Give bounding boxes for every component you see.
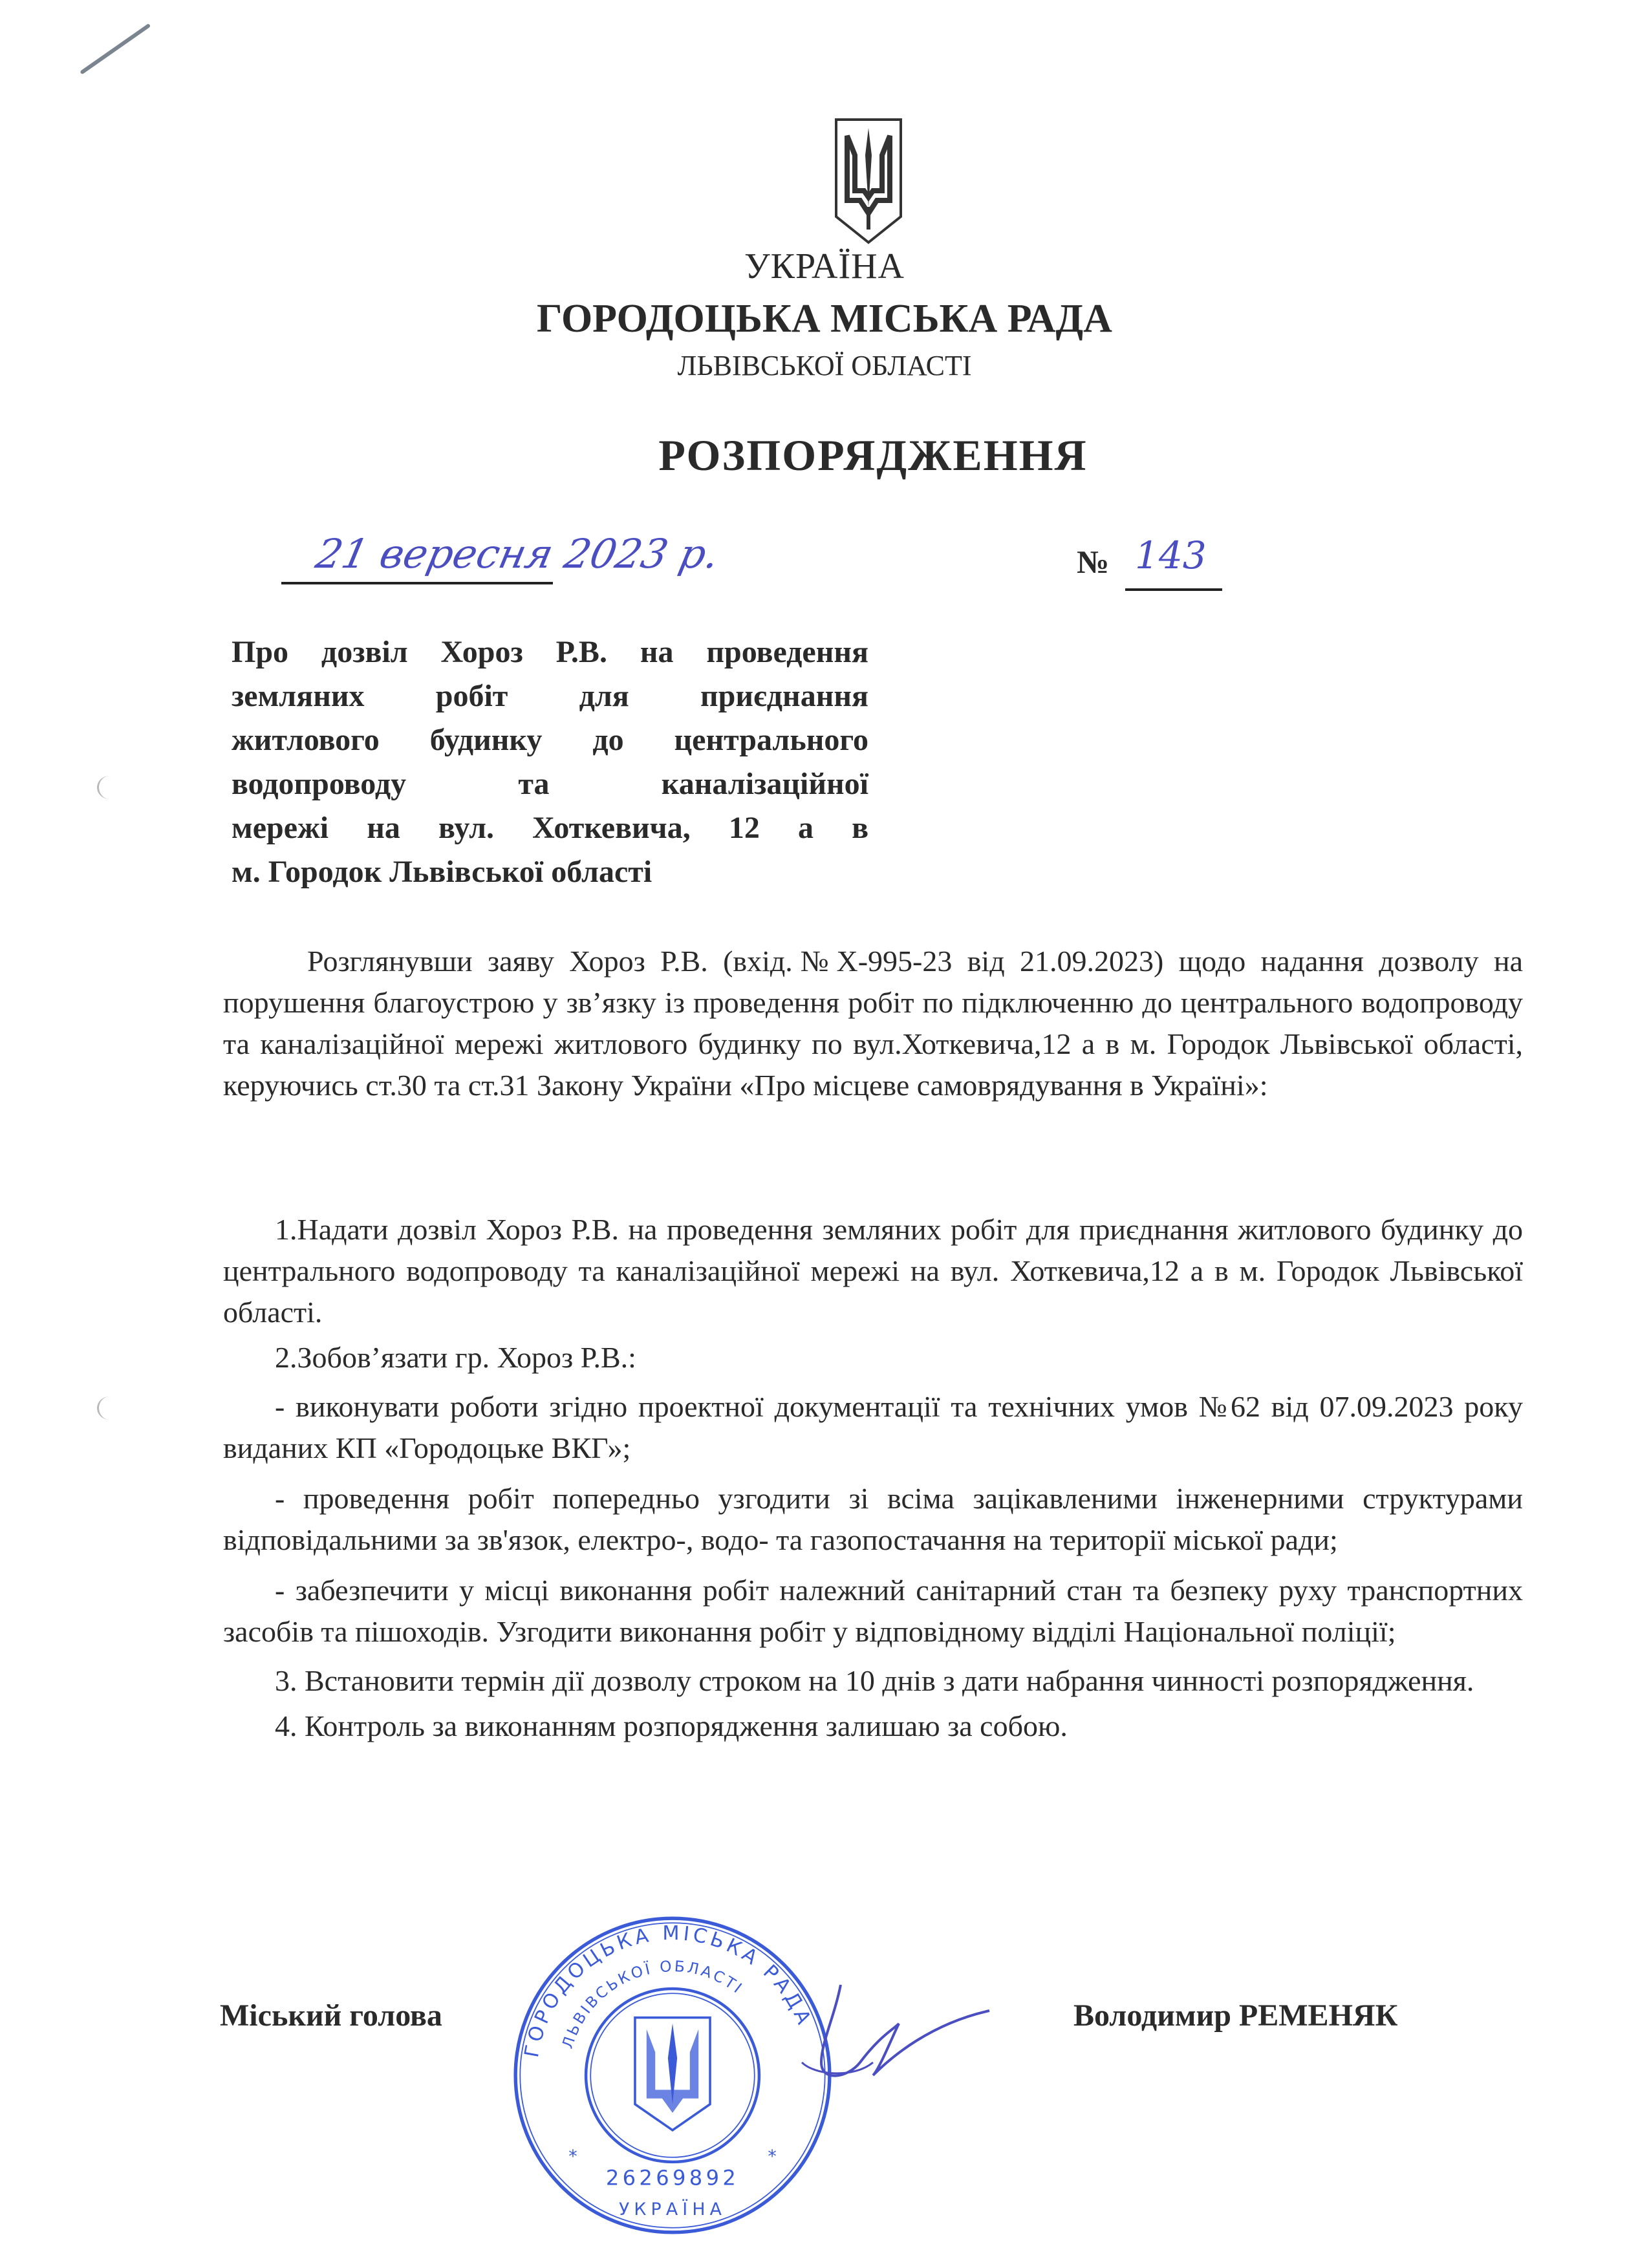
- item-2-bullet: - забезпечити у місці виконання робіт належний санітарний стан та безпеку руху транспортних засобів та пішоходів. Узгодити виконання робіт у відповідному відділі Національної поліції;: [223, 1574, 1523, 1648]
- item-2-bullet: - виконувати роботи згідно проектної документації та технічних умов №62 від 07.09.2023 року виданих КП «Городоцьке ВКГ»;: [223, 1390, 1523, 1464]
- header-council: ГОРОДОЦЬКА МІСЬКА РАДА: [537, 297, 1112, 341]
- subject-line: житлового будинку до центрального: [232, 723, 868, 757]
- subject-line: Про дозвіл Хороз Р.В. на проведення: [232, 635, 868, 669]
- handwritten-signature: [724, 1965, 996, 2095]
- subject-line: мережі на вул. Хоткевича, 12 а в: [232, 811, 868, 845]
- item-2-bullet: - проведення робіт попередньо узгодити зі всіма зацікавленими інженерними структурами відповідальними за зв'язок, електро-, водо- та газопостачання на території міської ради;: [223, 1482, 1523, 1556]
- item-4: 4. Контроль за виконанням розпорядження залишаю за собою.: [275, 1709, 1068, 1742]
- punch-hole: [97, 1396, 122, 1420]
- item-3: 3. Встановити термін дії дозволу строком на 10 днів з дати набрання чинності розпорядження.: [275, 1664, 1474, 1697]
- signatory-name: Володимир РЕМЕНЯК: [1073, 1998, 1398, 2033]
- coat-of-arms-icon: [833, 116, 904, 246]
- punch-hole: [97, 776, 122, 799]
- stamp-code: 26269892: [605, 2165, 740, 2190]
- item-2: 2.Зобов’язати гр. Хороз Р.В.:: [275, 1341, 636, 1374]
- stamp-bottom-text: УКРАЇНА: [618, 2199, 727, 2220]
- item-1: 1.Надати дозвіл Хороз Р.В. на проведення земляних робіт для приєднання житлового будинку до центрального водопроводу та каналізаційної мережі на вул. Хоткевича,12 а в м. Городок Львівської області.: [223, 1213, 1523, 1329]
- subject-block: [232, 630, 868, 894]
- header-region: ЛЬВІВСЬКОЇ ОБЛАСТІ: [677, 350, 972, 381]
- stamp-inner-text: ЛЬВІВСЬКОЇ ОБЛАСТІ: [559, 1957, 747, 2051]
- subject-line: водопроводу та каналізаційної: [232, 767, 868, 801]
- svg-text:*: *: [568, 2146, 577, 2166]
- handwritten-date: 21 вересня 2023 р.: [312, 530, 724, 577]
- header-country: УКРАЇНА: [744, 246, 905, 286]
- preamble-text: Розглянувши заяву Хороз Р.В. (вхід.№Х-995-23 від 21.09.2023) щодо надання дозволу на порушення благоустрою у зв’язку із проведення робіт по підключенню до центрального водопроводу та каналізаційної мережі житлового будинку по вул.Хоткевича,12 а в м. Городок Львівської області, керуючись ст.30 та ст.31 Закону України «Про місцеве самоврядування в Україні»:: [223, 945, 1523, 1102]
- staple-mark: [80, 23, 151, 74]
- svg-text:*: *: [768, 2146, 777, 2166]
- signatory-position: Міський голова: [220, 1998, 442, 2033]
- stamp-outer-text: ГОРОДОЦЬКА МІСЬКА РАДА: [520, 1922, 817, 2060]
- subject-line: м. Городок Львівської області: [232, 855, 652, 889]
- subject-line: земляних робіт для приєднання: [232, 679, 868, 713]
- handwritten-number: 143: [1135, 533, 1207, 577]
- document-type-title: РОЗПОРЯДЖЕННЯ: [658, 431, 1088, 480]
- number-label: №: [1077, 544, 1110, 580]
- preamble-paragraph: [223, 941, 1523, 1106]
- number-underline: [1125, 588, 1222, 591]
- date-underline: [281, 582, 553, 584]
- decision-items: [223, 1209, 1523, 1747]
